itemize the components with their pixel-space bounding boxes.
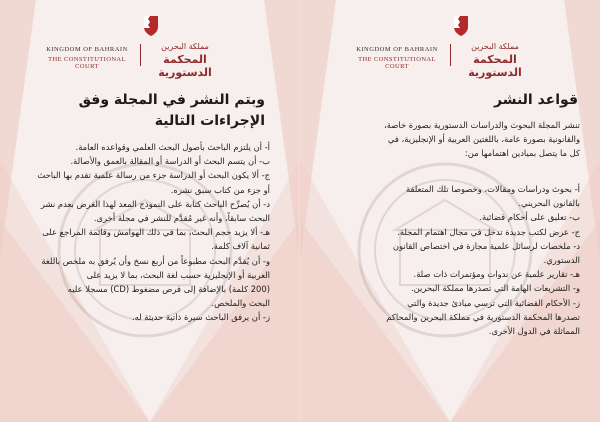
list-item: د- ملخصات لرسائل علمية مجازة في اختصاص القانون <box>392 240 580 251</box>
list-item: د- أن يُصرِّح الباحث كتابة على النموذج المعد لهذا الغرض بعدم نشر <box>40 198 270 209</box>
list-item: هـ- تقارير علمية عن ندوات ومؤتمرات ذات صلة. <box>413 269 580 280</box>
org-name-ar: مملكة البحرين <box>471 42 519 51</box>
list-item: العربية أو الإنجليزية حسب لغة البحث، بما لا يزيد على <box>86 269 270 280</box>
header-divider <box>140 44 141 66</box>
list-item: أ- بحوث ودراسات ومقالات، وخصوصا تلك المتعلقة <box>406 184 580 194</box>
list-item: المماثلة في الدول الأخرى. <box>488 326 580 337</box>
right-rules-list <box>315 182 580 338</box>
list-item: و- أن يُقدَّم البحث مطبوعاً من أربع نسخ وأن يُرفق به ملخص باللغة <box>41 255 270 266</box>
list-item: تصدرها المحكمة الدستورية في مملكة البحرين والمحاكم <box>386 311 580 322</box>
intro-line: تنشر المجلة البحوث والدراسات الدستورية بصورة خاصة، <box>384 120 580 130</box>
list-item: ب- تعليق على أحكام قضائية. <box>479 212 580 223</box>
left-title <box>79 90 265 132</box>
intro-line: كل ما يتصل بميادين اهتمامها من: <box>464 148 580 159</box>
left-header <box>0 12 300 79</box>
intro-line: والقانونية بصورة عامة، باللغتين العربية أو الإنجليزية، في <box>387 134 580 145</box>
list-item: بالقانون البحريني. <box>518 198 580 209</box>
org-court-en: THE CONSTITUTIONAL COURT <box>358 56 436 70</box>
right-intro <box>315 118 580 161</box>
list-item: ز- أن يرفق الباحث سيرة ذاتية حديثة له. <box>131 312 270 323</box>
right-panel <box>300 0 600 422</box>
list-item: هـ- ألا يزيد حجم البحث، بما في ذلك الهوامش وقائمة المراجع على <box>42 227 270 238</box>
right-header <box>300 12 600 79</box>
court-emblem-icon <box>142 14 160 38</box>
list-item: ج- عرض لكتب جديدة تدخل في مجال اهتمام المجلة. <box>397 226 580 237</box>
court-emblem-icon <box>452 14 470 38</box>
list-item: أو جزء من كتاب سبق نشره. <box>170 184 270 195</box>
list-item: البحث سابقاً، وأنه غير مُقدَّم للنشر في مجلة أخرى. <box>93 213 270 224</box>
left-procedures-list <box>22 140 270 325</box>
org-court-ar: المحكمة الدستورية <box>158 53 212 79</box>
left-title-line2: الإجراءات التالية <box>154 113 265 129</box>
list-item: الدستوري. <box>543 255 580 266</box>
list-item: ب- أن يتسم البحث أو الدراسة أو المقالة بالعمق والأصالة. <box>70 156 270 167</box>
list-item: و- التشريعات الهامة التي تصدرها مملكة البحرين. <box>410 283 580 294</box>
left-title-line1: وبتم النشر في المجلة وفق <box>78 92 265 108</box>
org-name-en: KINGDOM OF BAHRAIN <box>46 46 128 53</box>
list-item: ثمانية آلاف كلمة. <box>211 241 270 252</box>
org-court-ar: المحكمة الدستورية <box>468 53 522 79</box>
list-item: البحث والملخص. <box>211 298 270 309</box>
list-item: (200 كلمة) بالإضافة إلى قرص مضغوط (CD) مسجلا عليه <box>67 284 270 295</box>
right-title: قواعد النشر <box>494 92 578 108</box>
org-name-en: KINGDOM OF BAHRAIN <box>356 46 438 53</box>
header-divider <box>450 44 451 66</box>
org-name-ar: مملكة البحرين <box>161 42 209 51</box>
org-court-en: THE CONSTITUTIONAL COURT <box>48 56 126 70</box>
list-item: أ- أن يلتزم الباحث بأصول البحث العلمي وقواعده العامة. <box>75 142 270 152</box>
list-item: ج- ألا يكون البحث أو الدراسة جزء من رسالة علمية تقدم بها الباحث <box>37 170 270 181</box>
list-item: ز- الأحكام القضائية التي ترسي مبادئ جديدة والتي <box>407 297 580 308</box>
